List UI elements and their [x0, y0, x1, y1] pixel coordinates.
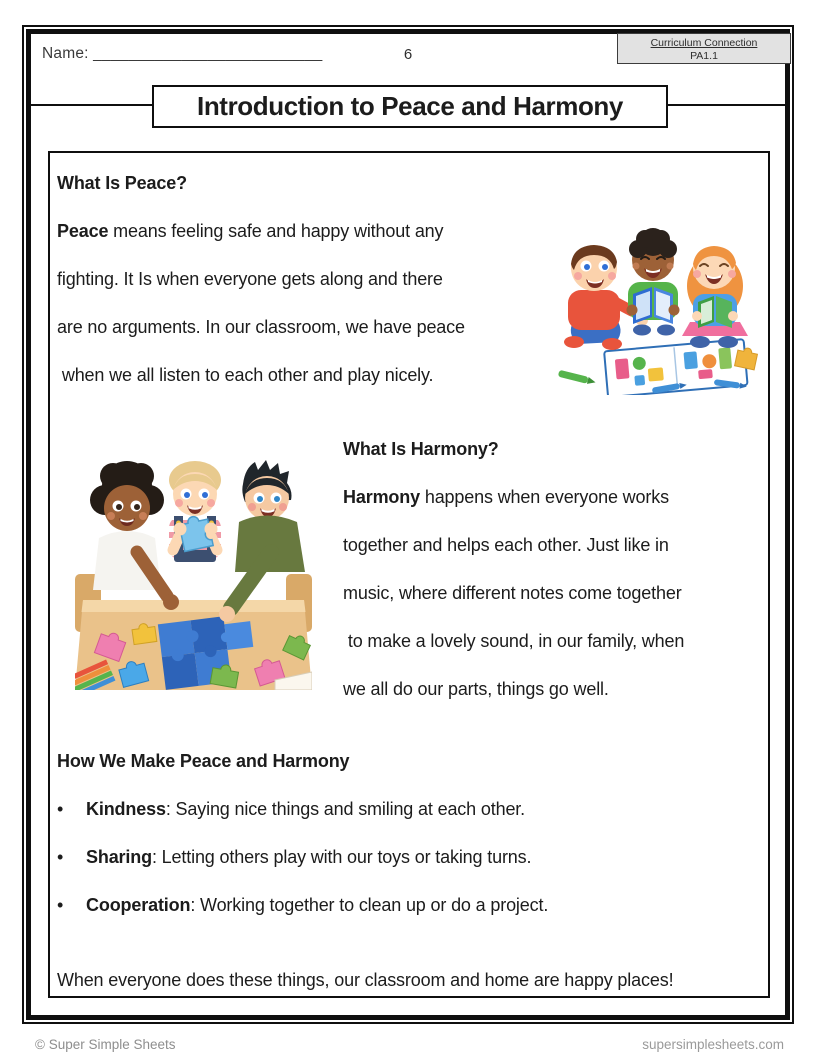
bullet-item: [57, 833, 548, 881]
harmony-section: [343, 425, 684, 713]
bullet-text: : Saying nice things and smiling at each other.: [165, 799, 526, 819]
peace-text-line: Peace means feeling safe and happy without any: [57, 221, 444, 241]
bullet-icon: •: [57, 895, 64, 915]
bullet-term: Cooperation: [86, 895, 191, 915]
worksheet-title: Introduction to Peace and Harmony: [152, 85, 668, 128]
closing-sentence: When everyone does these things, our classroom and home are happy places!: [57, 970, 674, 990]
curriculum-connection-box: [617, 33, 791, 64]
bullet-text: : Working together to clean up or do a project.: [190, 895, 549, 915]
copyright-text: © Super Simple Sheets: [35, 1037, 176, 1052]
bullet-item: [57, 785, 548, 833]
bullet-icon: •: [57, 799, 64, 819]
name-field-row: [42, 45, 323, 63]
harmony-text-line: we all do our parts, things go well.: [343, 679, 609, 699]
harmony-text-line: Harmony happens when everyone works: [343, 487, 669, 507]
bullet-item: [57, 881, 548, 929]
peace-text-line: when we all listen to each other and play nicely.: [57, 365, 434, 385]
harmony-lead-bold: Harmony: [343, 487, 420, 507]
curriculum-connection-code: PA1.1: [690, 50, 718, 62]
harmony-text-line: music, where different notes come together: [343, 583, 682, 603]
peace-heading: What Is Peace?: [57, 173, 187, 193]
peace-section: [57, 159, 465, 399]
harmony-text-line: together and helps each other. Just like in: [343, 535, 669, 555]
peace-text-line: fighting. It Is when everyone gets along and there: [57, 269, 443, 289]
harmony-heading: What Is Harmony?: [343, 439, 499, 459]
page-number: 6: [403, 46, 413, 63]
bullet-term: Sharing: [86, 847, 152, 867]
children-reading-illustration: [548, 202, 760, 395]
children-puzzle-svg: [75, 452, 312, 690]
harmony-text-line: to make a lovely sound, in our family, when: [343, 631, 685, 651]
curriculum-connection-title: Curriculum Connection: [650, 37, 758, 49]
peace-lead-bold: Peace: [57, 221, 109, 241]
name-blank-line: __________________________: [93, 45, 323, 62]
children-reading-svg: [548, 202, 760, 395]
how-heading: How We Make Peace and Harmony: [57, 751, 350, 771]
name-label: Name:: [42, 45, 94, 62]
website-text: supersimplesheets.com: [642, 1037, 784, 1052]
bullet-text: : Letting others play with our toys or taking turns.: [151, 847, 532, 867]
bullet-term: Kindness: [86, 799, 166, 819]
bullet-icon: •: [57, 847, 64, 867]
children-puzzle-illustration: [75, 452, 312, 690]
how-we-make-section: [57, 737, 548, 929]
peace-text-line: are no arguments. In our classroom, we have peace: [57, 317, 465, 337]
closing-sentence-block: [57, 956, 673, 1004]
